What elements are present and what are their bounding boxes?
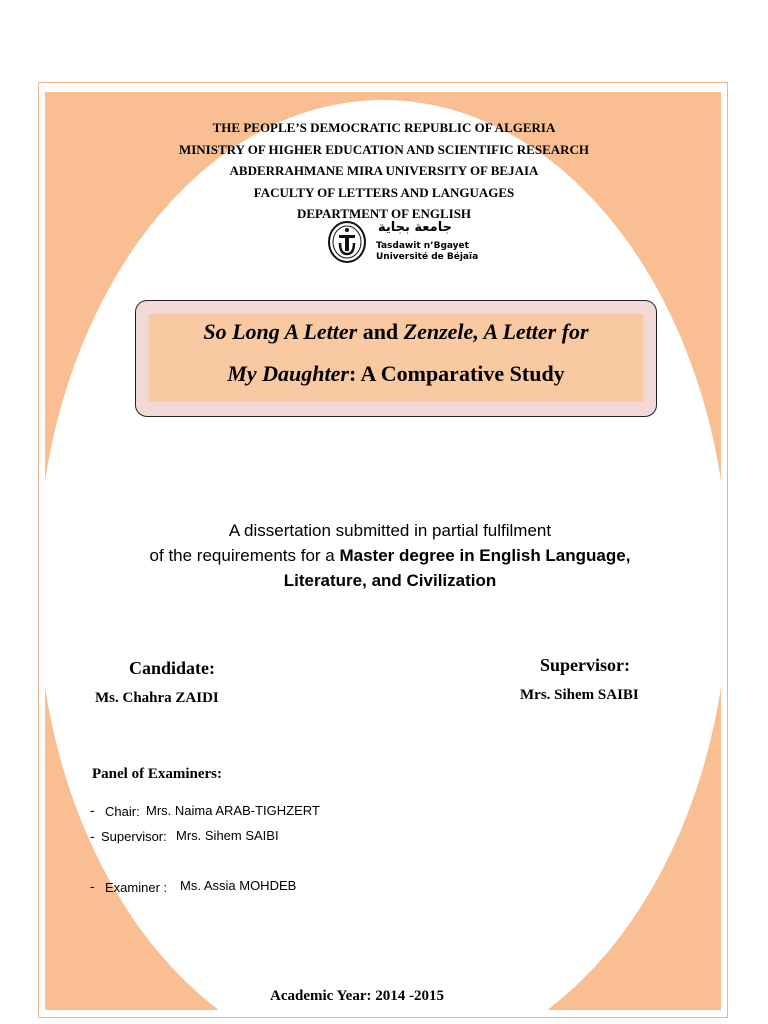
panel-title: Panel of Examiners:	[92, 766, 222, 782]
title-panel	[149, 314, 643, 402]
examiner-name: Mrs. Sihem SAIBI	[176, 828, 279, 843]
supervisor-name: Mrs. Sihem SAIBI	[520, 687, 639, 703]
logo-line-1: Tasdawit n’Bgayet	[376, 241, 469, 251]
logo-arabic: جامعة بجاية	[378, 220, 452, 235]
examiner-name: Ms. Assia MOHDEB	[180, 878, 297, 893]
university-logo	[326, 220, 479, 265]
title-subtitle: : A Comparative Study	[348, 361, 565, 386]
candidate-label: Candidate:	[129, 658, 216, 678]
title-work-2a: Zenzele, A Letter for	[403, 319, 589, 344]
bullet-dash: -	[90, 828, 95, 844]
examiner-role: Supervisor:	[101, 829, 167, 844]
statement-line-2	[0, 543, 768, 568]
header-line-5: DEPARTMENT OF ENGLISH	[296, 206, 472, 221]
title-box	[135, 300, 657, 417]
title-work-1: So Long A Letter	[203, 319, 358, 344]
statement-field: Literature, and Civilization	[283, 571, 497, 590]
statement-line-3	[0, 568, 768, 593]
header-line-2: MINISTRY OF HIGHER EDUCATION AND SCIENTIFIC RESEARCH	[178, 141, 590, 157]
header-line-1: THE PEOPLE’S DEMOCRATIC REPUBLIC OF ALGERIA	[212, 120, 556, 135]
institution-header	[0, 117, 768, 225]
statement-degree: Master degree in English Language,	[339, 546, 631, 565]
dissertation-statement	[0, 518, 768, 593]
bullet-dash: -	[90, 878, 95, 894]
examiner-role: Examiner :	[105, 880, 168, 895]
header-line-4: FACULTY OF LETTERS AND LANGUAGES	[253, 184, 515, 200]
examiner-role: Chair:	[105, 804, 140, 819]
academic-year: Academic Year: 2014 -2015	[270, 988, 444, 1004]
supervisor-label: Supervisor:	[540, 655, 630, 675]
title-line-1	[149, 319, 643, 345]
candidate-name: Ms. Chahra ZAIDI	[95, 690, 219, 706]
header-line-3: ABDERRAHMANE MIRA UNIVERSITY OF BEJAIA	[229, 163, 539, 178]
logo-line-2: Université de Béjaïa	[376, 252, 479, 262]
title-conjunction: and	[357, 319, 404, 344]
bullet-dash: -	[90, 802, 95, 818]
title-line-2	[149, 361, 643, 387]
examiner-name: Mrs. Naima ARAB-TIGHZERT	[146, 803, 320, 818]
title-work-2b: My Daughter	[227, 361, 349, 386]
statement-line-1: A dissertation submitted in partial fulfilment	[228, 521, 552, 540]
statement-prefix: of the requirements for a	[149, 546, 340, 565]
